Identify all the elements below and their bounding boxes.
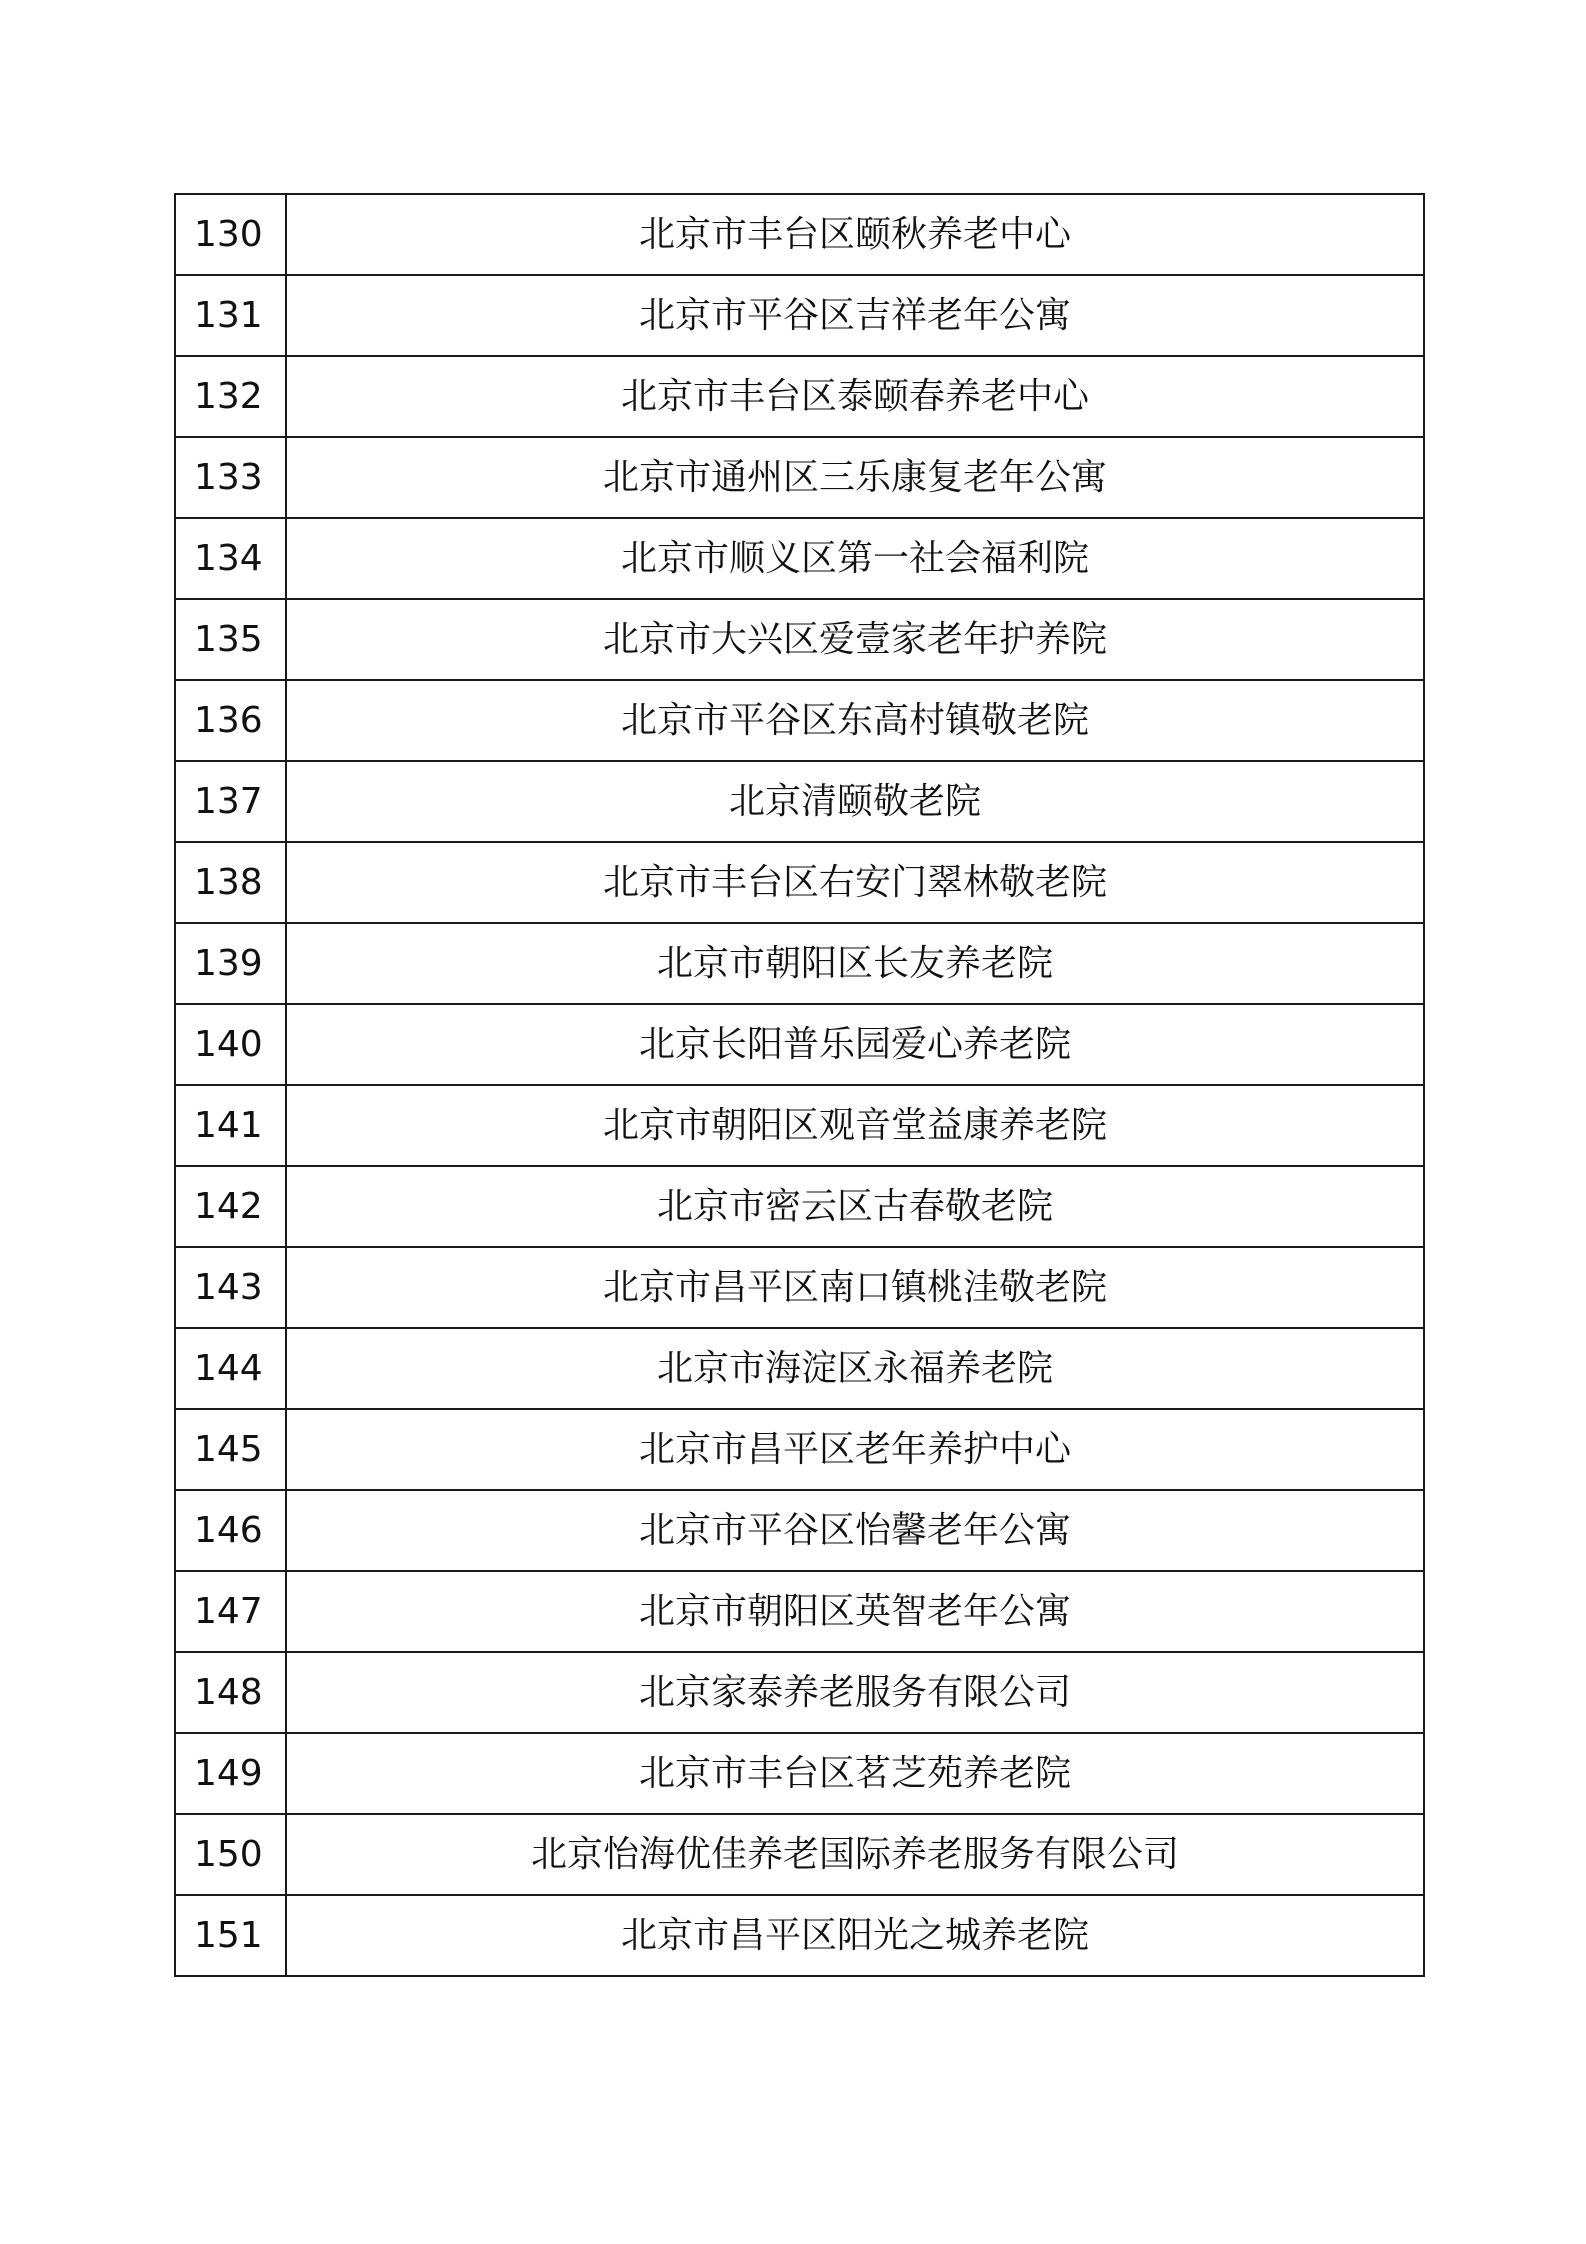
table-row xyxy=(175,1409,1424,1490)
table-row xyxy=(175,599,1424,680)
row-number: 135 xyxy=(175,599,286,680)
institution-table xyxy=(174,193,1425,1977)
table-row xyxy=(175,1733,1424,1814)
institution-name: 北京长阳普乐园爱心养老院 xyxy=(286,1004,1424,1085)
table-row xyxy=(175,437,1424,518)
row-number: 143 xyxy=(175,1247,286,1328)
table-row xyxy=(175,275,1424,356)
row-number: 142 xyxy=(175,1166,286,1247)
institution-name: 北京市昌平区南口镇桃洼敬老院 xyxy=(286,1247,1424,1328)
row-number: 147 xyxy=(175,1571,286,1652)
row-number: 137 xyxy=(175,761,286,842)
table-row xyxy=(175,1571,1424,1652)
table-row xyxy=(175,761,1424,842)
institution-name: 北京市丰台区右安门翠林敬老院 xyxy=(286,842,1424,923)
table-row xyxy=(175,518,1424,599)
table-row xyxy=(175,356,1424,437)
institution-name: 北京市海淀区永福养老院 xyxy=(286,1328,1424,1409)
table-row xyxy=(175,1490,1424,1571)
institution-name: 北京家泰养老服务有限公司 xyxy=(286,1652,1424,1733)
institution-name: 北京怡海优佳养老国际养老服务有限公司 xyxy=(286,1814,1424,1895)
row-number: 140 xyxy=(175,1004,286,1085)
table-row xyxy=(175,923,1424,1004)
institution-name: 北京市顺义区第一社会福利院 xyxy=(286,518,1424,599)
institution-name: 北京市平谷区怡馨老年公寓 xyxy=(286,1490,1424,1571)
row-number: 131 xyxy=(175,275,286,356)
table-row xyxy=(175,1814,1424,1895)
table-row xyxy=(175,1328,1424,1409)
row-number: 134 xyxy=(175,518,286,599)
row-number: 150 xyxy=(175,1814,286,1895)
institution-name: 北京市朝阳区英智老年公寓 xyxy=(286,1571,1424,1652)
institution-name: 北京市昌平区老年养护中心 xyxy=(286,1409,1424,1490)
row-number: 148 xyxy=(175,1652,286,1733)
row-number: 151 xyxy=(175,1895,286,1976)
row-number: 133 xyxy=(175,437,286,518)
table-row xyxy=(175,1166,1424,1247)
table-row xyxy=(175,1004,1424,1085)
row-number: 146 xyxy=(175,1490,286,1571)
row-number: 130 xyxy=(175,194,286,275)
institution-name: 北京市平谷区东高村镇敬老院 xyxy=(286,680,1424,761)
institution-name: 北京市平谷区吉祥老年公寓 xyxy=(286,275,1424,356)
row-number: 139 xyxy=(175,923,286,1004)
row-number: 136 xyxy=(175,680,286,761)
row-number: 149 xyxy=(175,1733,286,1814)
table-row xyxy=(175,1652,1424,1733)
institution-name: 北京市丰台区颐秋养老中心 xyxy=(286,194,1424,275)
institution-name: 北京市通州区三乐康复老年公寓 xyxy=(286,437,1424,518)
row-number: 132 xyxy=(175,356,286,437)
institution-name: 北京市大兴区爱壹家老年护养院 xyxy=(286,599,1424,680)
table-row xyxy=(175,842,1424,923)
table-row xyxy=(175,1247,1424,1328)
table-row xyxy=(175,680,1424,761)
institution-name: 北京市朝阳区长友养老院 xyxy=(286,923,1424,1004)
table-row xyxy=(175,194,1424,275)
row-number: 145 xyxy=(175,1409,286,1490)
table-row xyxy=(175,1895,1424,1976)
row-number: 144 xyxy=(175,1328,286,1409)
institution-name: 北京市丰台区茗芝苑养老院 xyxy=(286,1733,1424,1814)
institution-name: 北京市昌平区阳光之城养老院 xyxy=(286,1895,1424,1976)
institution-name: 北京市朝阳区观音堂益康养老院 xyxy=(286,1085,1424,1166)
institution-name: 北京市丰台区泰颐春养老中心 xyxy=(286,356,1424,437)
institution-name: 北京市密云区古春敬老院 xyxy=(286,1166,1424,1247)
table-row xyxy=(175,1085,1424,1166)
table-body xyxy=(175,194,1424,1976)
row-number: 138 xyxy=(175,842,286,923)
row-number: 141 xyxy=(175,1085,286,1166)
institution-name: 北京清颐敬老院 xyxy=(286,761,1424,842)
